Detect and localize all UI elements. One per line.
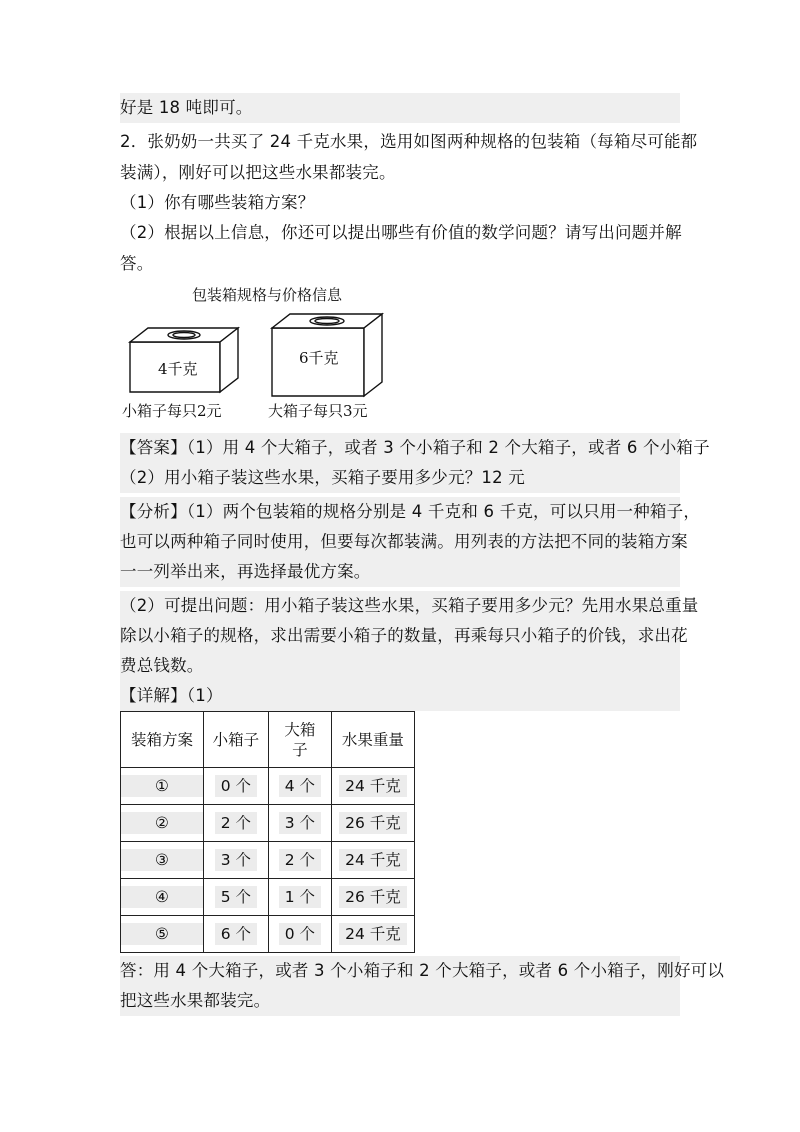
large-box-count: 0 个 — [279, 923, 321, 945]
small-box-count: 2 个 — [215, 812, 257, 834]
header-small-box: 小箱子 — [203, 712, 268, 768]
header-plan: 装箱方案 — [121, 712, 204, 768]
header-fruit-weight: 水果重量 — [331, 712, 414, 768]
analysis-line-1: 【分析】（1）两个包装箱的规格分别是 4 千克和 6 千克，可以只用一种箱子， — [120, 497, 680, 527]
small-box-capacity: 4千克 — [158, 360, 198, 378]
problem-statement-line-2: 装满），刚好可以把这些水果都装完。 — [120, 163, 396, 182]
plan-number: ② — [121, 812, 203, 834]
plan-number: ④ — [121, 886, 203, 908]
small-box-count: 3 个 — [215, 849, 257, 871]
conclusion-line-1: 答：用 4 个大箱子，或者 3 个小箱子和 2 个大箱子，或者 6 个小箱子，刚好可以 — [120, 956, 680, 986]
table-row — [121, 805, 415, 842]
large-box-count: 3 个 — [279, 812, 321, 834]
fruit-weight: 26 千克 — [339, 812, 407, 834]
plan-number: ① — [121, 775, 203, 797]
problem-statement-line-1: 2．张奶奶一共买了 24 千克水果，选用如图两种规格的包装箱（每箱尽可能都 — [120, 132, 698, 151]
small-box-count: 5 个 — [215, 886, 257, 908]
analysis-line-2: 也可以两种箱子同时使用，但要每次都装满。用列表的方法把不同的装箱方案 — [120, 527, 680, 557]
plan-number: ③ — [121, 849, 203, 871]
large-box-count: 4 个 — [279, 775, 321, 797]
fruit-weight: 24 千克 — [339, 923, 407, 945]
large-box-price: 大箱子每只3元 — [268, 402, 368, 420]
figure-title: 包装箱规格与价格信息 — [192, 286, 343, 304]
table-row — [121, 916, 415, 953]
question-2-line-1: （2）根据以上信息，你还可以提出哪些有价值的数学问题？请写出问题并解 — [120, 223, 682, 242]
header-large-box-text: 大箱子 — [284, 720, 316, 759]
analysis-line-4: （2）可提出问题：用小箱子装这些水果，买箱子要用多少元？先用水果总重量 — [120, 591, 680, 621]
table-row — [121, 842, 415, 879]
header-large-box — [268, 712, 331, 768]
continued-text: 好是 18 吨即可。 — [120, 93, 680, 123]
table-header-row — [121, 712, 415, 768]
large-box-count: 1 个 — [279, 886, 321, 908]
plan-number: ⑤ — [121, 923, 203, 945]
question-2-line-2: 答。 — [120, 254, 154, 273]
conclusion-line-2: 把这些水果都装完。 — [120, 986, 680, 1016]
packaging-box-figure — [118, 282, 398, 422]
analysis-line-6: 费总钱数。 — [120, 651, 680, 681]
answer-line-1: 【答案】（1）用 4 个大箱子，或者 3 个小箱子和 2 个大箱子，或者 6 个小箱子 — [120, 433, 680, 463]
large-box-count: 2 个 — [279, 849, 321, 871]
table-row — [121, 879, 415, 916]
question-1: （1）你有哪些装箱方案？ — [120, 193, 315, 212]
packing-plan-table — [120, 711, 415, 953]
small-box-count: 0 个 — [215, 775, 257, 797]
large-box-capacity: 6千克 — [299, 349, 339, 367]
small-box-count: 6 个 — [215, 923, 257, 945]
analysis-line-5: 除以小箱子的规格，求出需要小箱子的数量，再乘每只小箱子的价钱，求出花 — [120, 621, 680, 651]
analysis-line-3: 一一列举出来，再选择最优方案。 — [120, 557, 680, 587]
table-row — [121, 768, 415, 805]
fruit-weight: 24 千克 — [339, 775, 407, 797]
answer-line-2: （2）用小箱子装这些水果，买箱子要用多少元？12 元 — [120, 463, 680, 493]
fruit-weight: 24 千克 — [339, 849, 407, 871]
detail-heading: 【详解】（1） — [120, 681, 680, 711]
small-box-price: 小箱子每只2元 — [122, 402, 222, 420]
fruit-weight: 26 千克 — [339, 886, 407, 908]
